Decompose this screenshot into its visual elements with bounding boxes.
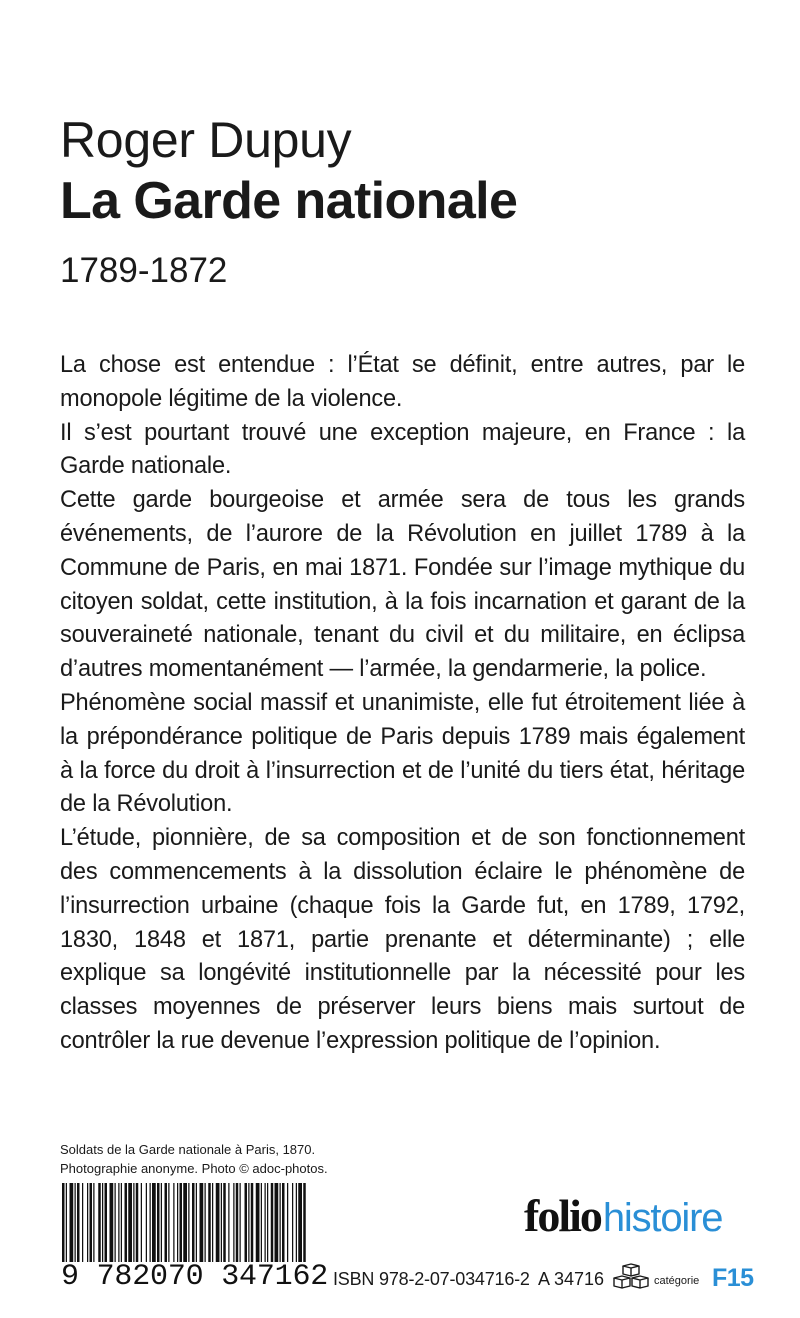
barcode-digits: 9 782070 347162 bbox=[61, 1260, 329, 1294]
credit-line: Photographie anonyme. Photo © adoc-photos. bbox=[60, 1161, 328, 1176]
logo-brand: folio bbox=[524, 1190, 601, 1241]
barcode-bar bbox=[188, 1183, 189, 1263]
barcode-bar bbox=[118, 1183, 119, 1263]
barcode-bar bbox=[261, 1183, 262, 1263]
barcode-bar bbox=[161, 1183, 162, 1263]
barcode-bars bbox=[62, 1183, 308, 1263]
barcode-bar bbox=[146, 1183, 147, 1263]
barcode-bar bbox=[256, 1183, 260, 1263]
photo-credits bbox=[60, 1140, 328, 1178]
barcode-bar bbox=[296, 1183, 297, 1263]
stacked-books-icon bbox=[612, 1263, 650, 1293]
barcode-bar bbox=[115, 1183, 116, 1263]
barcode-bar bbox=[240, 1183, 241, 1263]
barcode-bar bbox=[128, 1183, 132, 1263]
barcode-bar bbox=[70, 1183, 74, 1263]
barcode-bar bbox=[150, 1183, 151, 1263]
barcode-bar bbox=[280, 1183, 281, 1263]
barcode-bar bbox=[75, 1183, 76, 1263]
barcode-bar bbox=[228, 1183, 229, 1263]
barcode-bar bbox=[212, 1183, 213, 1263]
blurb-paragraph: Phénomène social massif et unanimiste, elle fut étroitement liée à la prépondérance politique de Paris depuis 1789 mais également à la force du droit à l’insurrection et de l’unité du tiers état, héritage de la Révolution. bbox=[60, 689, 745, 818]
book-dates: 1789-1872 bbox=[60, 251, 228, 290]
barcode-bar bbox=[152, 1183, 156, 1263]
blurb-paragraph: L’étude, pionnière, de sa composition et de son fonctionnement des commencements à la dissolution éclaire le phénomène de l’insurrection urbaine (chaque fois la Garde fut, en 1789, 1792, 1830, 1848 et 1871, partie prenante et déterminante) ; elle explique sa longévité institutionnelle par la nécessité pour les classes moyennes de préserver leurs biens mais surtout de contrôler la rue devenue l’expression politique de l’opinion. bbox=[60, 825, 745, 1054]
barcode-bar bbox=[205, 1183, 206, 1263]
barcode-bar bbox=[233, 1183, 234, 1263]
blurb-paragraph: Cette garde bourgeoise et armée sera de tous les grands événements, de l’aurore de la Révolution en juillet 1789 à la Commune de Paris, en mai 1871. Fondée sur l’image mythique du citoyen soldat, cette institution, à la fois incarnation et garant de la souveraineté nationale, tenant du civil et du militaire, en éclipsa d’autres momentanément — l’armée, la gendarmerie, la police. bbox=[60, 487, 745, 683]
isbn-text: ISBN 978-2-07-034716-2 bbox=[333, 1269, 530, 1289]
barcode-bar bbox=[251, 1183, 254, 1263]
barcode-bar bbox=[77, 1183, 80, 1263]
barcode-bar bbox=[275, 1183, 279, 1263]
barcode-bar bbox=[292, 1183, 293, 1263]
product-code: A 34716 bbox=[538, 1269, 605, 1289]
barcode-bar bbox=[157, 1183, 160, 1263]
barcode-bar bbox=[133, 1183, 134, 1263]
barcode-bar bbox=[102, 1183, 103, 1263]
barcode-bar bbox=[271, 1183, 274, 1263]
barcode-bar bbox=[62, 1183, 65, 1263]
barcode-bar bbox=[173, 1183, 174, 1263]
barcode-bar bbox=[180, 1183, 183, 1263]
barcode-bar bbox=[200, 1183, 204, 1263]
barcode-bar bbox=[298, 1183, 302, 1263]
barcode-bar bbox=[216, 1183, 220, 1263]
barcode-bar bbox=[165, 1183, 168, 1263]
category-code: F15 bbox=[712, 1264, 754, 1292]
barcode-bar bbox=[98, 1183, 101, 1263]
author-name: Roger Dupuy bbox=[60, 112, 352, 168]
barcode-bar bbox=[87, 1183, 88, 1263]
barcode-bar bbox=[168, 1183, 169, 1263]
barcode-bar bbox=[141, 1183, 142, 1263]
barcode-bar bbox=[125, 1183, 128, 1263]
logo-collection: histoire bbox=[602, 1196, 723, 1240]
book-title: La Garde nationale bbox=[60, 172, 518, 230]
barcode-bar bbox=[90, 1183, 93, 1263]
blurb-text bbox=[60, 349, 745, 1059]
barcode-bar bbox=[183, 1183, 187, 1263]
barcode-bar bbox=[248, 1183, 249, 1263]
barcode-bar bbox=[110, 1183, 114, 1263]
barcode-bar bbox=[177, 1183, 178, 1263]
blurb-paragraph: La chose est entendue : l’État se définit, entre autres, par le monopole légitime de la violence. bbox=[60, 352, 745, 412]
barcode-bar bbox=[82, 1183, 83, 1263]
barcode-bar bbox=[105, 1183, 108, 1263]
barcode-bar bbox=[282, 1183, 285, 1263]
barcode-bar bbox=[93, 1183, 94, 1263]
barcode-bar bbox=[223, 1183, 226, 1263]
barcode-bar bbox=[265, 1183, 266, 1263]
barcode-bar bbox=[66, 1183, 67, 1263]
blurb-paragraph: Il s’est pourtant trouvé une exception majeure, en France : la Garde nationale. bbox=[60, 419, 745, 480]
barcode-bar bbox=[192, 1183, 195, 1263]
barcode-bar bbox=[221, 1183, 222, 1263]
barcode-bar bbox=[267, 1183, 268, 1263]
barcode-bar bbox=[121, 1183, 122, 1263]
category-label: catégorie bbox=[654, 1275, 700, 1287]
barcode-bar bbox=[303, 1183, 306, 1263]
barcode-bar bbox=[196, 1183, 197, 1263]
barcode-bar bbox=[245, 1183, 248, 1263]
credit-line: Soldats de la Garde nationale à Paris, 1870. bbox=[60, 1142, 316, 1157]
barcode-bar bbox=[236, 1183, 239, 1263]
barcode-bar bbox=[136, 1183, 139, 1263]
barcode-bar bbox=[287, 1183, 288, 1263]
publisher-logo bbox=[524, 1190, 722, 1243]
barcode-bar bbox=[208, 1183, 211, 1263]
